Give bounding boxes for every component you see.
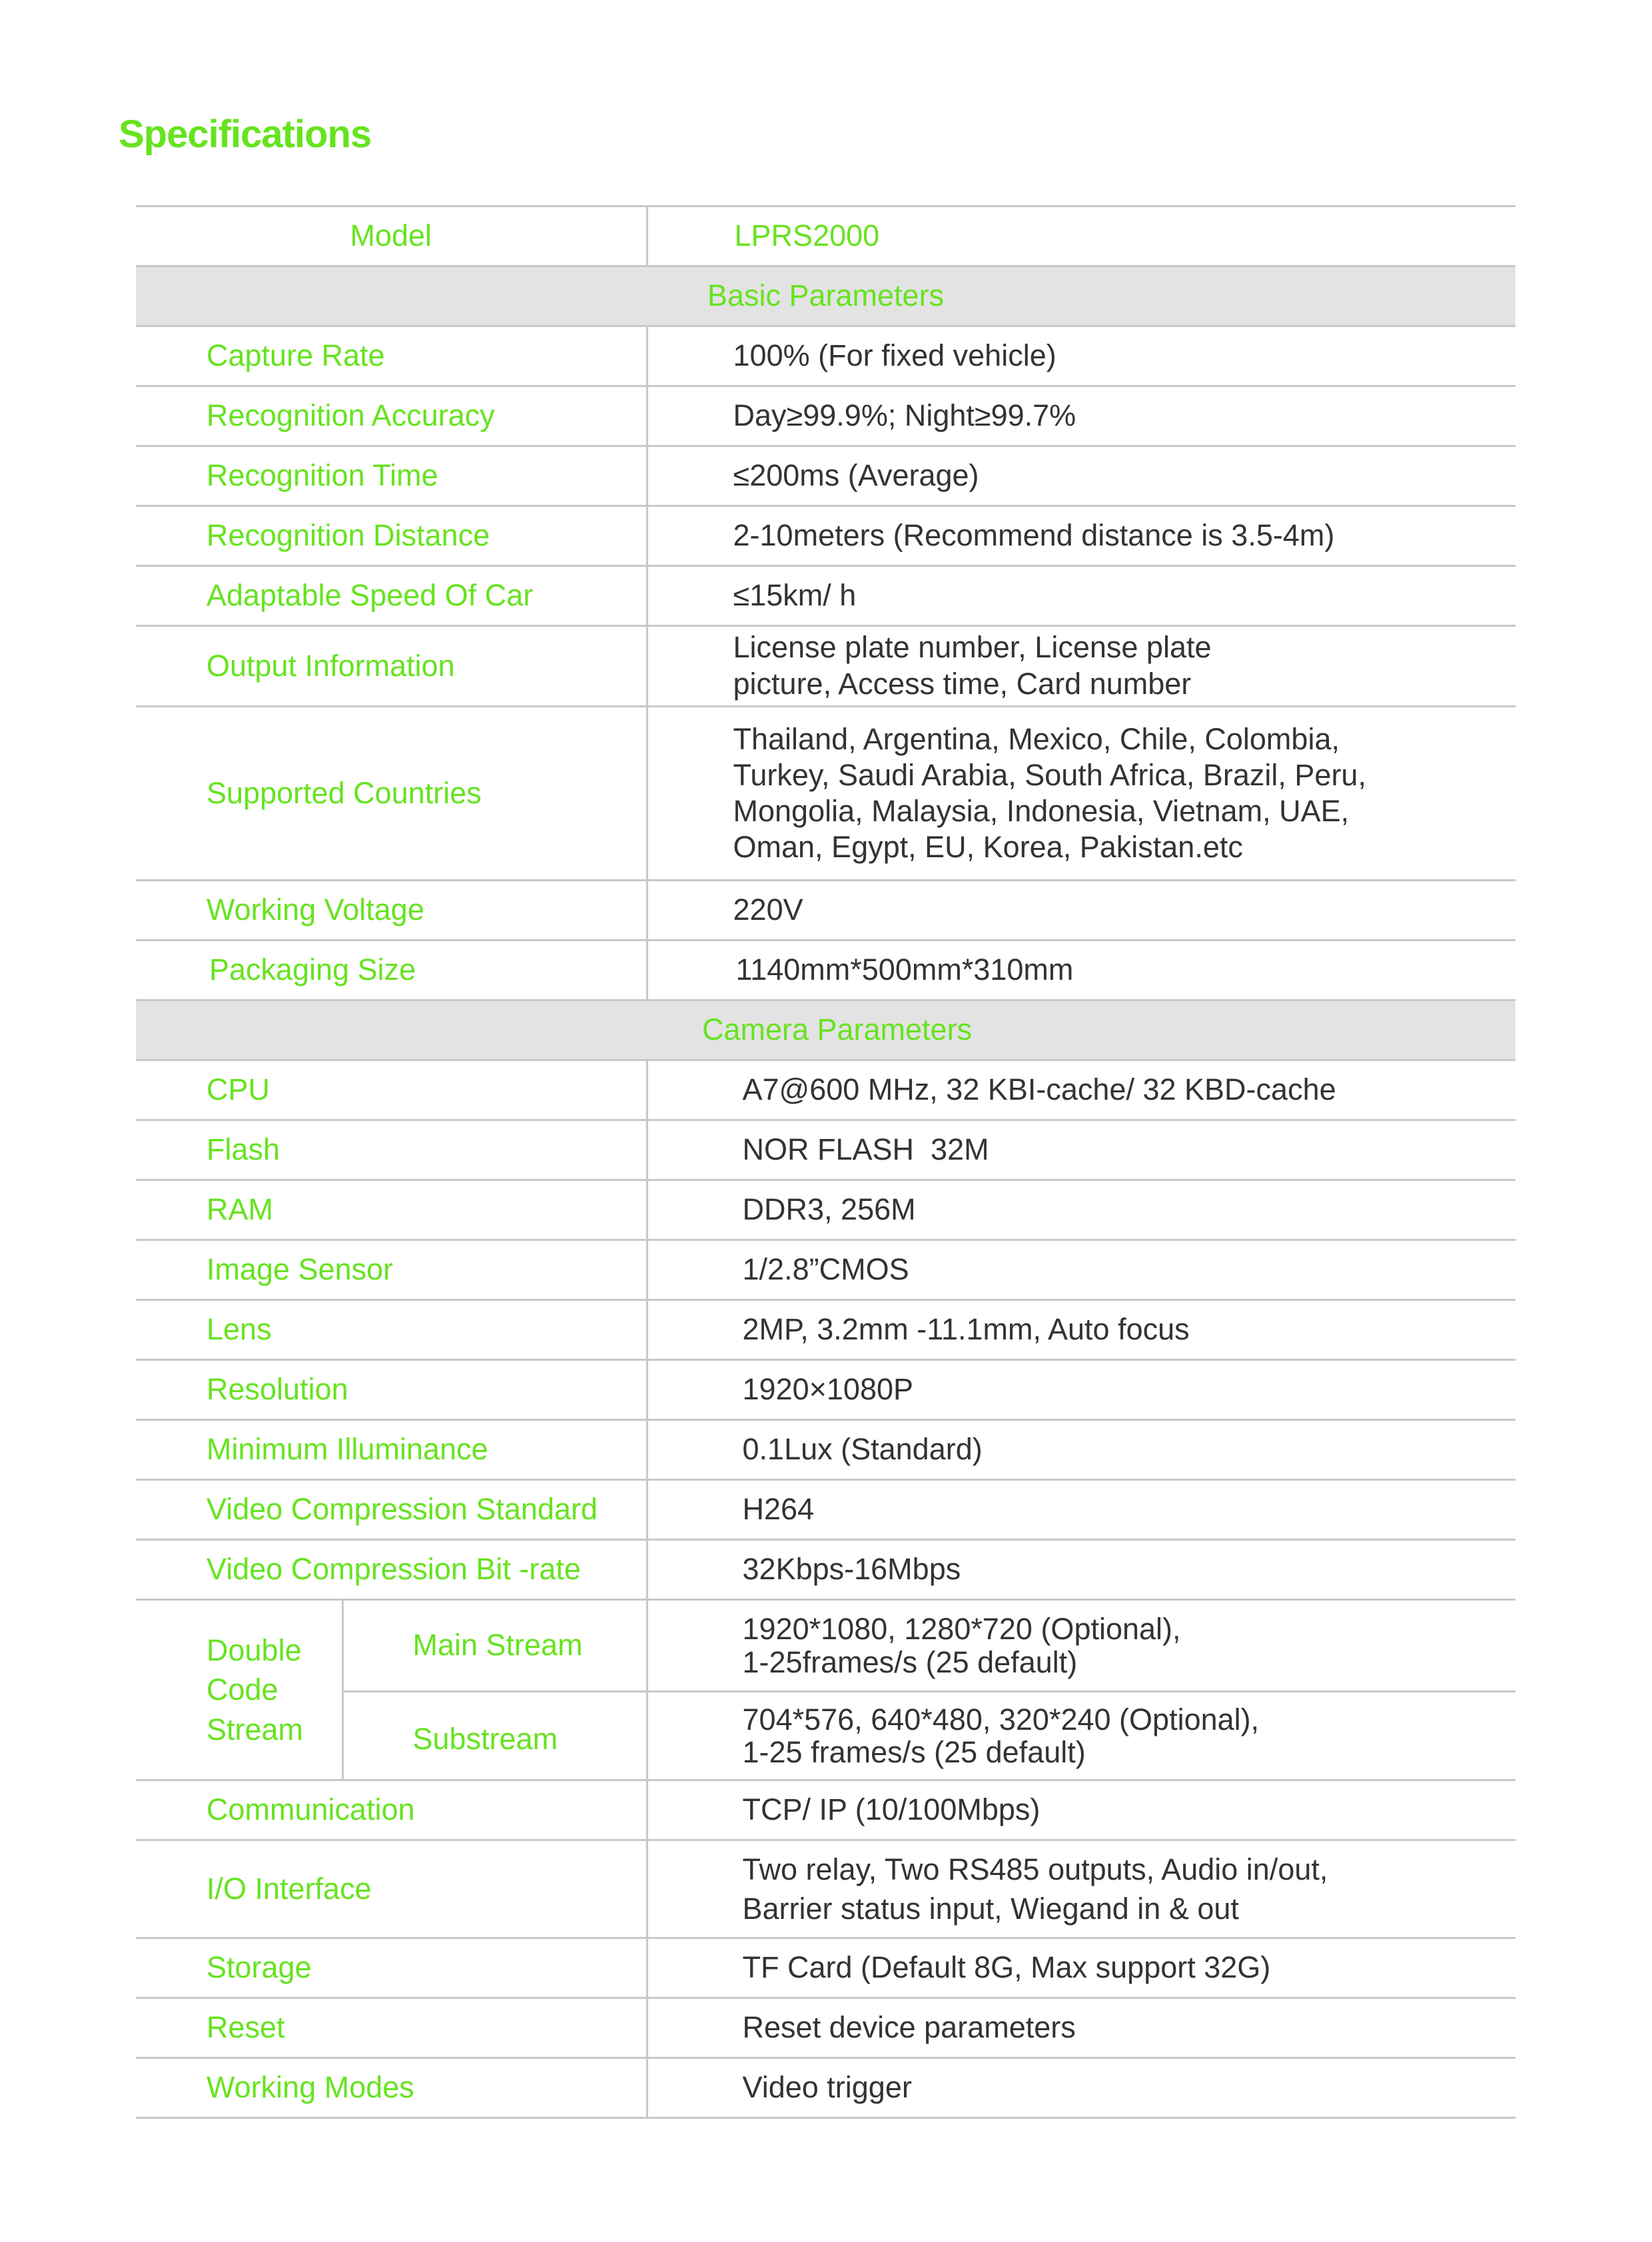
label-line: Code — [206, 1673, 278, 1707]
double-code-stream-label — [136, 1600, 342, 1780]
spec-value — [647, 1840, 1515, 1938]
value-line: Mongolia, Malaysia, Indonesia, Vietnam, UAE, — [733, 794, 1350, 828]
table-row — [136, 326, 1515, 386]
spec-label: Reset — [136, 1998, 647, 2058]
table-row — [136, 1780, 1515, 1840]
section-title: Camera Parameters — [136, 1000, 1515, 1060]
table-row — [136, 1240, 1515, 1300]
spec-label: Image Sensor — [136, 1240, 647, 1300]
table-row — [136, 881, 1515, 940]
value-line: Oman, Egypt, EU, Korea, Pakistan.etc — [733, 830, 1243, 864]
spec-label: Recognition Distance — [136, 506, 647, 566]
spec-label: Packaging Size — [136, 940, 647, 1000]
table-row — [136, 1938, 1515, 1998]
spec-label: Resolution — [136, 1360, 647, 1420]
spec-label: Video Compression Standard — [136, 1480, 647, 1540]
spec-label: Recognition Time — [136, 446, 647, 506]
section-title: Basic Parameters — [136, 266, 1515, 326]
spec-value — [647, 707, 1515, 881]
table-row — [136, 386, 1515, 446]
label-line: Stream — [206, 1712, 304, 1746]
substream-label: Substream — [342, 1692, 647, 1780]
spec-value: 32Kbps-16Mbps — [647, 1540, 1515, 1600]
spec-value: Video trigger — [647, 2058, 1515, 2118]
specifications-table — [136, 205, 1515, 2119]
table-row — [136, 1060, 1515, 1120]
spec-value: ≤200ms (Average) — [647, 446, 1515, 506]
table-row-model — [136, 206, 1515, 266]
table-row — [136, 506, 1515, 566]
value-line: License plate number, License plate — [733, 630, 1212, 665]
table-row — [136, 707, 1515, 881]
spec-value: 0.1Lux (Standard) — [647, 1420, 1515, 1480]
spec-label: RAM — [136, 1180, 647, 1240]
spec-label: Video Compression Bit -rate — [136, 1540, 647, 1600]
spec-value: ≤15km/ h — [647, 566, 1515, 626]
spec-value: 220V — [647, 881, 1515, 940]
table-row — [136, 1300, 1515, 1360]
value-line: Turkey, Saudi Arabia, South Africa, Brazil, Peru, — [733, 758, 1366, 792]
spec-label: Communication — [136, 1780, 647, 1840]
spec-label: Working Modes — [136, 2058, 647, 2118]
table-row — [136, 446, 1515, 506]
spec-value: H264 — [647, 1480, 1515, 1540]
spec-label: I/O Interface — [136, 1840, 647, 1938]
spec-label: Supported Countries — [136, 707, 647, 881]
table-row — [136, 1998, 1515, 2058]
table-row — [136, 940, 1515, 1000]
model-label: Model — [136, 206, 647, 266]
spec-value: Reset device parameters — [647, 1998, 1515, 2058]
spec-value: 100% (For fixed vehicle) — [647, 326, 1515, 386]
spec-value: 2-10meters (Recommend distance is 3.5-4m) — [647, 506, 1515, 566]
value-line: Thailand, Argentina, Mexico, Chile, Colombia, — [733, 722, 1340, 756]
table-row — [136, 566, 1515, 626]
substream-value — [647, 1692, 1515, 1780]
spec-value: Day≥99.9%; Night≥99.7% — [647, 386, 1515, 446]
table-row — [136, 2058, 1515, 2118]
spec-value: A7@600 MHz, 32 KBI-cache/ 32 KBD-cache — [647, 1060, 1515, 1120]
table-row — [136, 1120, 1515, 1180]
spec-label: Recognition Accuracy — [136, 386, 647, 446]
spec-label: Storage — [136, 1938, 647, 1998]
spec-label: Working Voltage — [136, 881, 647, 940]
spec-value: TCP/ IP (10/100Mbps) — [647, 1780, 1515, 1840]
model-value: LPRS2000 — [647, 206, 1515, 266]
spec-value: 2MP, 3.2mm -11.1mm, Auto focus — [647, 1300, 1515, 1360]
spec-label: Capture Rate — [136, 326, 647, 386]
spec-value: TF Card (Default 8G, Max support 32G) — [647, 1938, 1515, 1998]
value-line: 1-25frames/s (25 default) — [742, 1645, 1078, 1679]
main-stream-value — [647, 1600, 1515, 1692]
section-camera-parameters — [136, 1000, 1515, 1060]
spec-label: Flash — [136, 1120, 647, 1180]
section-basic-parameters — [136, 266, 1515, 326]
spec-label: Output Information — [136, 626, 647, 707]
spec-value: 1/2.8”CMOS — [647, 1240, 1515, 1300]
value-line: 1-25 frames/s (25 default) — [742, 1735, 1086, 1769]
main-stream-label: Main Stream — [342, 1600, 647, 1692]
table-row — [136, 1360, 1515, 1420]
value-line: Two relay, Two RS485 outputs, Audio in/out, — [742, 1852, 1328, 1886]
spec-value: 1920×1080P — [647, 1360, 1515, 1420]
spec-value — [647, 626, 1515, 707]
table-row-double-code-sub — [136, 1692, 1515, 1780]
table-row — [136, 1480, 1515, 1540]
page-title: Specifications — [119, 113, 372, 156]
value-line: 704*576, 640*480, 320*240 (Optional), — [742, 1702, 1260, 1736]
table-row-double-code-main — [136, 1600, 1515, 1692]
spec-label: Adaptable Speed Of Car — [136, 566, 647, 626]
table-row — [136, 626, 1515, 707]
label-line: Double — [206, 1633, 302, 1667]
spec-label: CPU — [136, 1060, 647, 1120]
table-row — [136, 1180, 1515, 1240]
table-row — [136, 1840, 1515, 1938]
spec-value: NOR FLASH 32M — [647, 1120, 1515, 1180]
spec-value: DDR3, 256M — [647, 1180, 1515, 1240]
spec-label: Lens — [136, 1300, 647, 1360]
value-line: 1920*1080, 1280*720 (Optional), — [742, 1612, 1181, 1646]
table-row — [136, 1420, 1515, 1480]
value-line: picture, Access time, Card number — [733, 667, 1192, 701]
spec-label: Minimum Illuminance — [136, 1420, 647, 1480]
spec-value: 1140mm*500mm*310mm — [647, 940, 1515, 1000]
value-line: Barrier status input, Wiegand in & out — [742, 1892, 1239, 1926]
table-row — [136, 1540, 1515, 1600]
